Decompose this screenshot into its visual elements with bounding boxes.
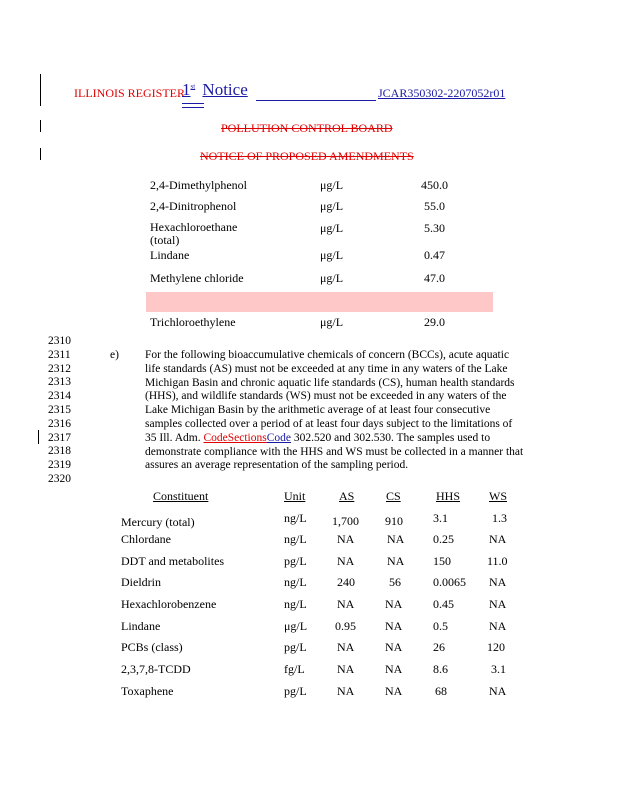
table2-cell-unit: ng/L [284,597,307,611]
table2-cell-name: Chlordane [121,532,171,546]
line-number: 2315 [48,403,71,416]
table2-cell-hhs: 0.0065 [433,575,466,589]
table1-cell-unit: μg/L [320,315,344,329]
table2-cell-unit: pg/L [284,554,307,568]
table1-cell-value: 47.0 [424,271,445,285]
table2-cell-cs: NA [387,554,405,568]
table2-cell-as: NA [337,640,355,654]
paragraph-line: demonstrate compliance with the HHS and WS must be collected in a manner that [145,445,524,458]
table2-header-unit: Unit [284,489,306,503]
table2-cell-ws: 120 [487,640,505,654]
table2-cell-cs: NA [385,684,403,698]
table2-cell-name: Hexachlorobenzene [121,597,217,611]
table1-cell-unit: μg/L [320,271,344,285]
line-number: 2311 [48,348,71,361]
table1-cell-unit: μg/L [320,178,344,192]
table2-header-cs: CS [386,489,401,503]
paragraph-body [145,349,523,473]
paragraph-label: e) [110,349,119,361]
paragraph-line: life standards (AS) must not be exceeded at any time in any waters of the Lake [145,362,508,375]
paragraph-line: For the following bioaccumulative chemicals of concern (BCCs), acute aquatic [145,349,510,361]
table2-cell-unit: μg/L [284,619,308,633]
change-bar [40,74,41,106]
table2-cell-hhs: 150 [433,554,451,568]
notice-double-underline [182,103,204,108]
table1-cell-name: Trichloroethylene [150,315,236,329]
jcar-code: JCAR350302-2207052r01 [378,86,506,100]
table2-cell-hhs: 3.1 [433,511,448,525]
citation-prefix: 35 Ill. Adm. [145,431,204,444]
table2-cell-as: 0.95 [335,619,356,633]
notice-title: NOTICE OF PROPOSED AMENDMENTS [200,149,414,163]
notice-sup: st [190,82,196,91]
table2-cell-cs: NA [385,619,403,633]
table2-cell-unit: fg/L [284,662,305,676]
line-numbers [48,335,71,487]
change-bar [38,430,39,444]
table2-cell-hhs: 8.6 [433,662,448,676]
table1-cell-value: 0.47 [424,248,445,262]
table2-cell-name: 2,3,7,8-TCDD [121,662,191,676]
line-number: 2316 [48,417,71,430]
table2-header-constituent: Constituent [153,489,209,503]
table2-cell-hhs: 0.5 [433,619,448,633]
table2-cell-cs: NA [385,640,403,654]
table2-cell-as: NA [337,684,355,698]
table2-cell-unit: pg/L [284,684,307,698]
table2-cell-ws: 11.0 [487,554,508,568]
table1-cell-value: 55.0 [424,199,445,213]
table2-cell-name: Dieldrin [121,575,161,589]
table2-cell-name: Mercury (total) [121,515,195,529]
line-number: 2318 [48,445,71,458]
paragraph-line: samples collected over a period of at least four days subject to the limitations of [145,417,513,430]
table2-cell-name: Toxaphene [121,684,174,698]
table2-cell-ws: NA [489,575,507,589]
table1-cell-unit: μg/L [320,221,344,235]
table1-cell-unit: μg/L [320,199,344,213]
line-number: 2314 [48,390,71,403]
change-bar [40,148,41,160]
table2-cell-name: DDT and metabolites [121,554,225,568]
table2-cell-ws: 1.3 [492,511,507,525]
table2-cell-name: Lindane [121,619,161,633]
inserted-text: Code [266,431,291,444]
paragraph-line: Michigan Basin and chronic aquatic life standards (CS), human health standards [145,376,515,389]
table1-cell-unit: μg/L [320,248,344,262]
table2-cell-ws: 3.1 [491,662,506,676]
paragraph-line [145,432,523,446]
notice-word: Notice [202,80,248,99]
table2-cell-as: NA [337,662,355,676]
table2-cell-as: NA [337,554,355,568]
paragraph-line: Lake Michigan Basin by the arithmetic average of at least four consecutive [145,404,491,417]
table2-cell-hhs: 0.45 [433,597,454,611]
table1-cell-value: 29.0 [424,315,445,329]
line-number: 2320 [48,472,71,485]
line-number: 2310 [48,335,71,347]
table1-cell-name: 2,4-Dinitrophenol [150,199,237,213]
table2-cell-ws: NA [489,532,507,546]
table2-cell-unit: ng/L [284,575,307,589]
table2-cell-as: NA [337,532,355,546]
table2-cell-as: 1,700 [332,514,359,528]
table2-cell-as: NA [337,597,355,611]
line-number: 2312 [48,362,71,375]
change-bar [40,120,41,132]
table2-cell-unit: ng/L [284,511,307,525]
line-number: 2313 [48,376,71,389]
header-underline [256,100,376,101]
table2-cell-cs: 56 [389,575,401,589]
notice-number [182,80,248,100]
table1-cell-name: Methylene chloride [150,271,244,285]
table1-cell-name: 2,4-Dimethylphenol [150,178,247,192]
table2-cell-cs: 910 [385,514,403,528]
table2-cell-cs: NA [385,597,403,611]
line-number: 2317 [48,431,71,444]
citation-suffix: 302.520 and 302.530. The samples used to [291,431,491,444]
table2-header-as: AS [339,489,355,503]
table2-cell-hhs: 26 [433,640,445,654]
notice-num: 1 [182,80,191,99]
table2-header-ws: WS [489,489,507,503]
table2-cell-ws: NA [489,684,507,698]
line-number: 2319 [48,459,71,472]
table2-cell-hhs: 0.25 [433,532,454,546]
table2-cell-name: PCBs (class) [121,640,183,654]
deleted-row-highlight [146,292,493,312]
table2-cell-cs: NA [387,532,405,546]
register-title: ILLINOIS REGISTER [74,86,185,100]
table1-cell-value: 5.30 [424,221,445,235]
table2-cell-hhs: 68 [435,684,447,698]
table1-cell-name: Lindane [150,248,190,262]
paragraph-line: assures an average representation of the sampling period. [145,459,409,472]
paragraph-line: (HHS), and wildlife standards (WS) must not be exceeded in any waters of the [145,390,507,403]
table2-cell-cs: NA [385,662,403,676]
table2-cell-ws: NA [489,597,507,611]
table2-cell-unit: pg/L [284,640,307,654]
table2-header-hhs: HHS [436,489,461,503]
table2-cell-ws: NA [489,619,507,633]
deleted-text: CodeSections [203,431,267,444]
table1-cell-value: 450.0 [421,178,448,192]
table2-cell-unit: ng/L [284,532,307,546]
board-title: POLLUTION CONTROL BOARD [221,121,393,135]
table1-cell-name: Hexachloroethane (total) [150,220,238,247]
table2-cell-as: 240 [337,575,355,589]
